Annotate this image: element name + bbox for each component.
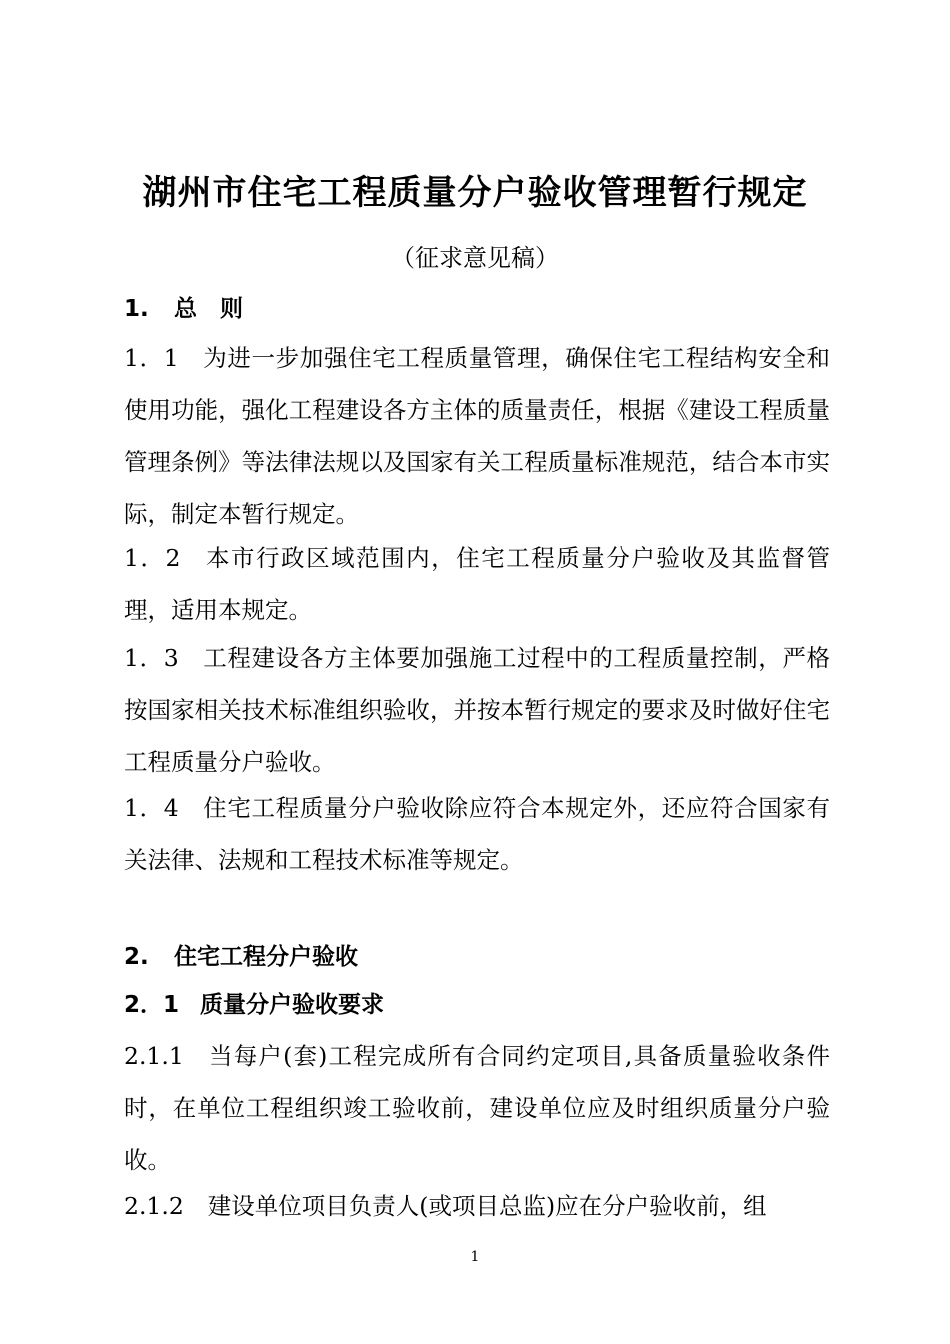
- paragraph-text: 为进一步加强住宅工程质量管理，确保住宅工程结构安全和使用功能，强化工程建设各方主体的质量责任，根据《建设工程质量管理条例》等法律法规以及国家有关工程质量标准规范，结合本市实际，制定本暂行规定。: [124, 344, 831, 528]
- paragraph-number: 2.1.1: [124, 1042, 184, 1070]
- section-number: 2.: [124, 944, 149, 970]
- paragraph: [124, 632, 830, 788]
- document-subtitle: （征求意见稿）: [391, 244, 559, 272]
- paragraph-number: 1．1: [124, 344, 179, 372]
- paragraph: [124, 782, 830, 886]
- section-heading: [124, 292, 243, 326]
- paragraph: [124, 1030, 830, 1186]
- paragraph: [124, 1180, 830, 1232]
- subsection-heading: [124, 988, 384, 1022]
- paragraph: [124, 532, 830, 636]
- paragraph-number: 1．2: [124, 544, 181, 572]
- page-number: 1: [470, 1249, 480, 1265]
- section-title: 总 则: [174, 296, 243, 322]
- subsection-number: 2．1: [124, 992, 180, 1018]
- document-title: 湖州市住宅工程质量分户验收管理暂行规定: [142, 173, 808, 213]
- paragraph-text: 本市行政区域范围内，住宅工程质量分户验收及其监督管理，适用本规定。: [124, 544, 831, 624]
- paragraph-text: 建设单位项目负责人(或项目总监)应在分户验收前，组: [207, 1192, 767, 1220]
- section-title: 住宅工程分户验收: [174, 944, 358, 970]
- paragraph-text: 当每户(套)工程完成所有合同约定项目,具备质量验收条件时，在单位工程组织竣工验收前，建设单位应及时组织质量分户验收。: [124, 1042, 830, 1174]
- section-number: 1.: [124, 296, 149, 322]
- paragraph-number: 2.1.2: [124, 1192, 184, 1220]
- paragraph-number: 1．3: [124, 644, 179, 672]
- subsection-title: 质量分户验收要求: [200, 992, 384, 1018]
- section-heading: [124, 940, 358, 974]
- paragraph-text: 住宅工程质量分户验收除应符合本规定外，还应符合国家有关法律、法规和工程技术标准等规定。: [124, 794, 831, 874]
- paragraph-number: 1．4: [124, 794, 179, 822]
- paragraph: [124, 332, 830, 540]
- paragraph-text: 工程建设各方主体要加强施工过程中的工程质量控制，严格按国家相关技术标准组织验收，并按本暂行规定的要求及时做好住宅工程质量分户验收。: [124, 644, 831, 776]
